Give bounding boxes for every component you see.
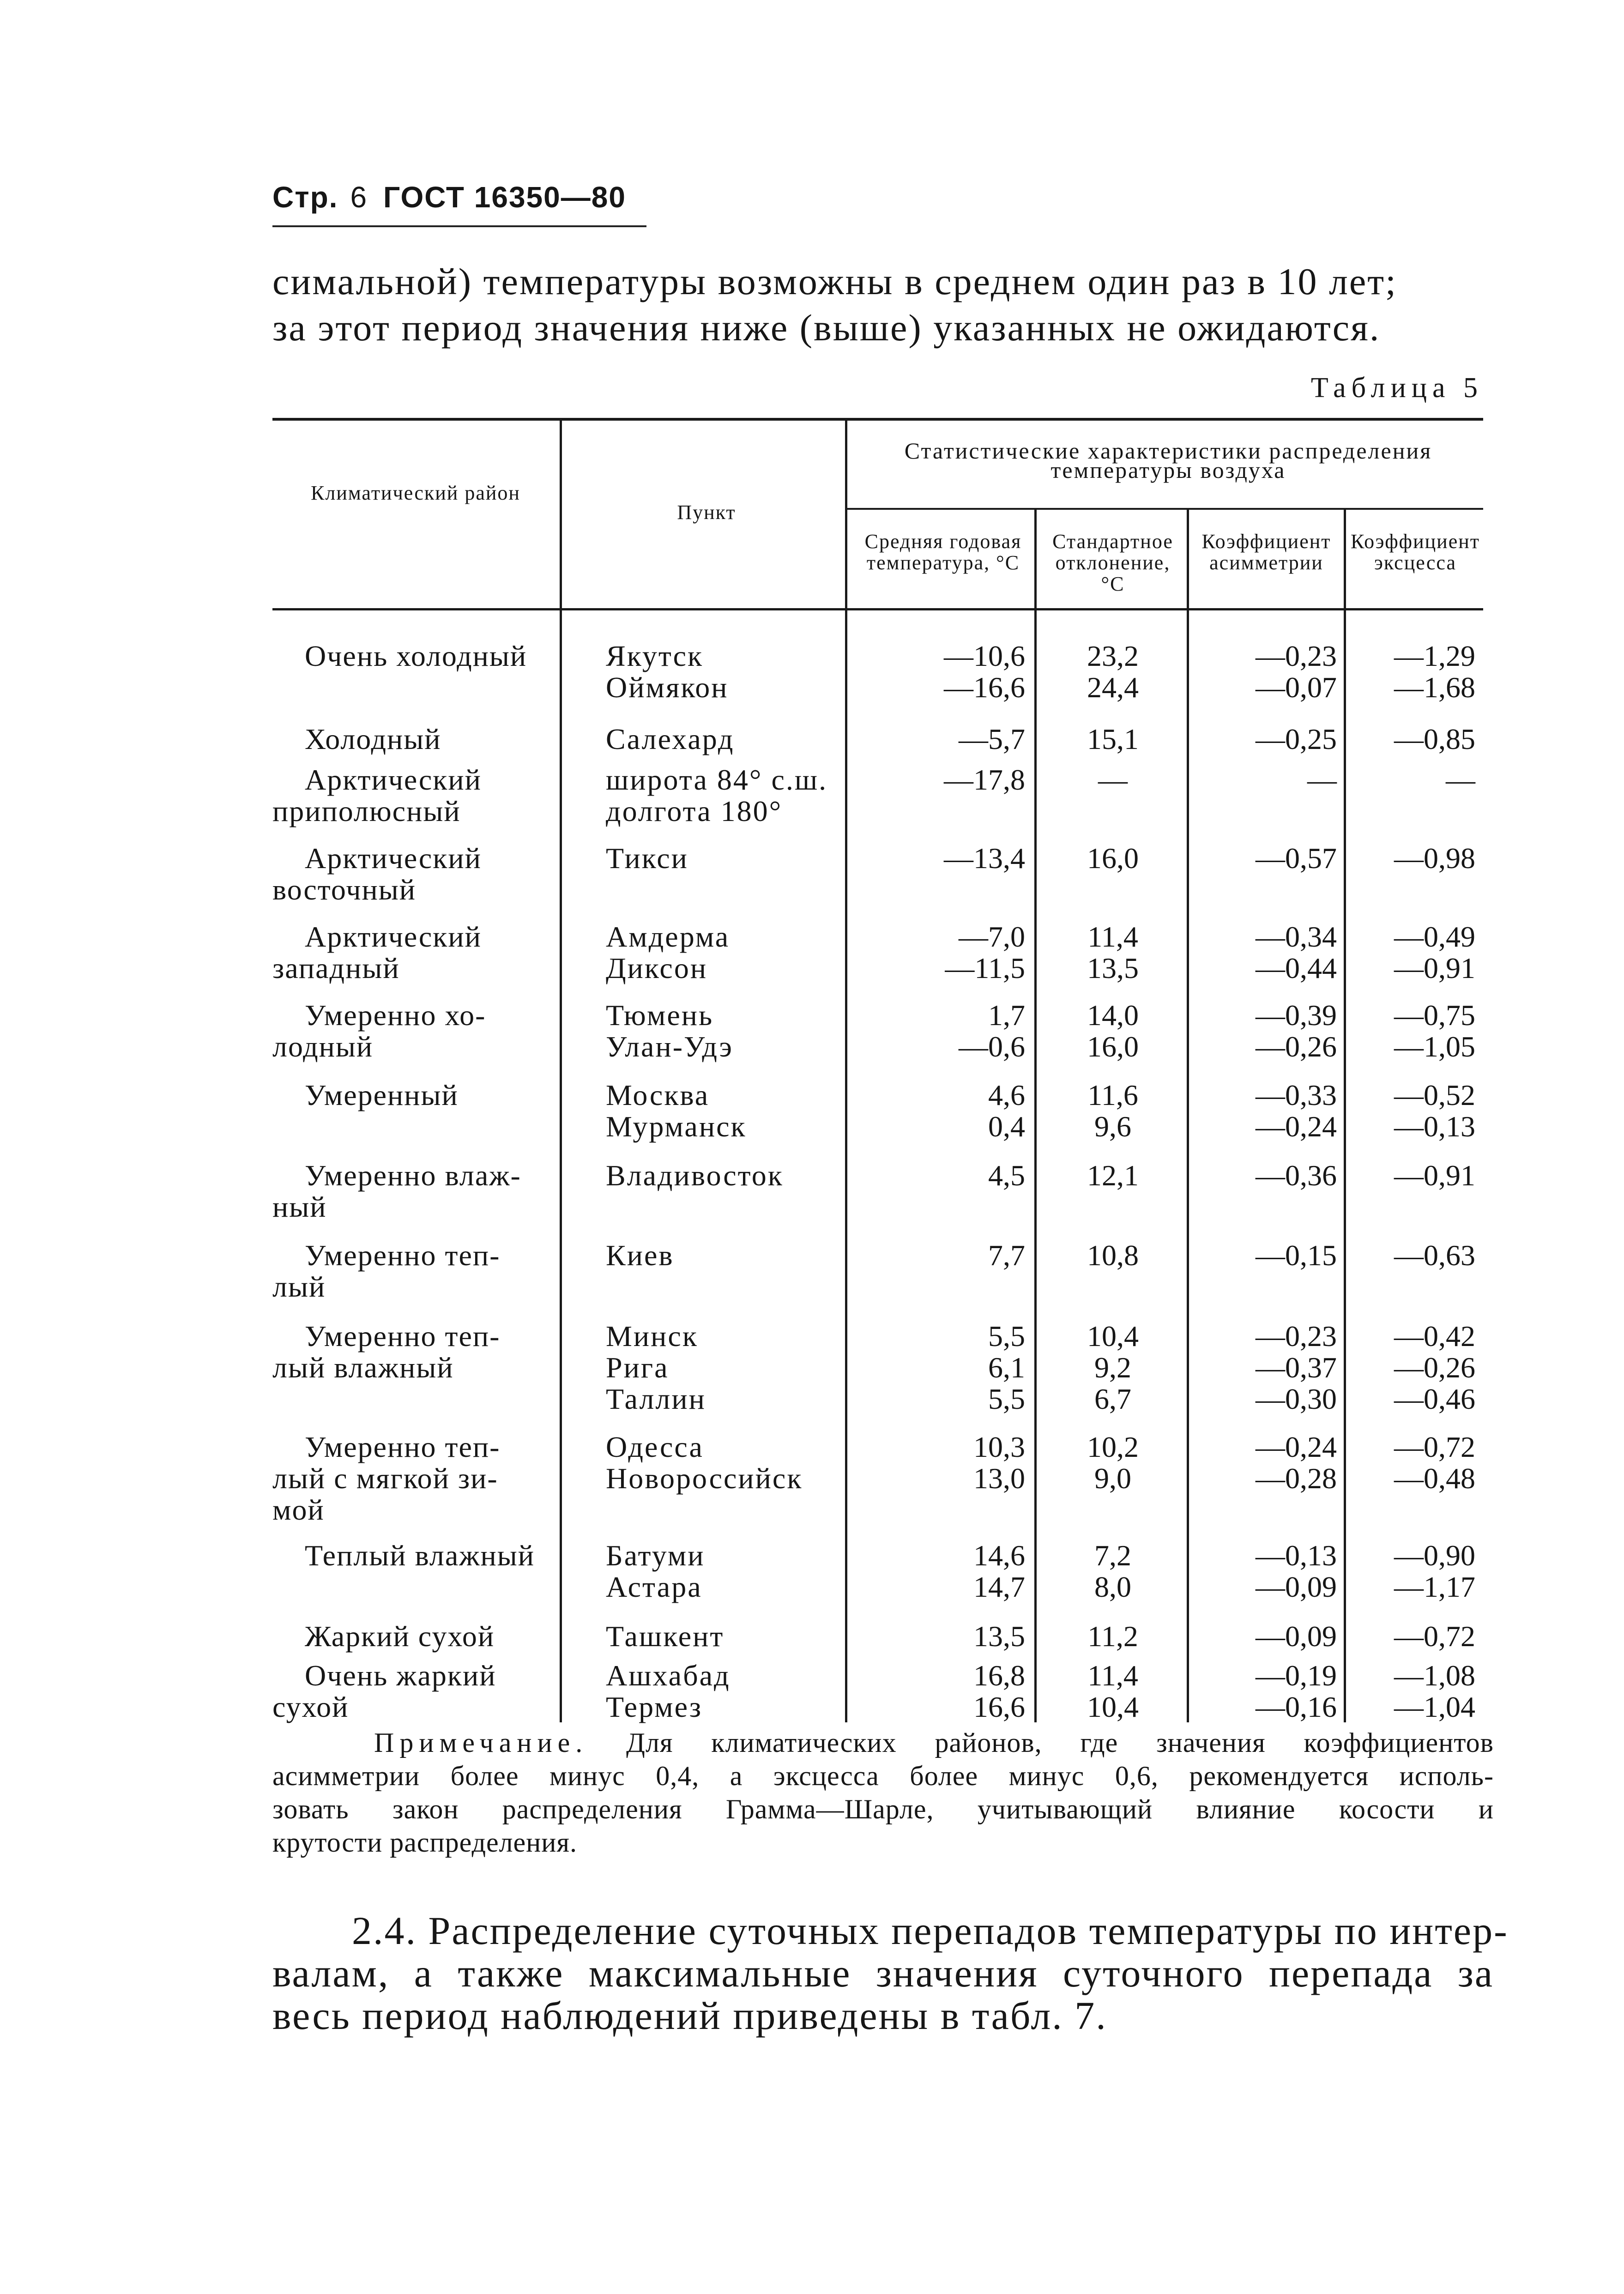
header-region: Климатический район: [311, 482, 520, 504]
asym-value: —0,34: [1256, 920, 1337, 953]
cell-exc: [1348, 1000, 1475, 1062]
cell-point: [606, 1160, 846, 1191]
region-value: Жаркий сухой: [305, 1620, 495, 1653]
exc-value: —0,48: [1394, 1462, 1475, 1495]
asym-value: —0,39: [1256, 999, 1337, 1032]
point-value: Владивосток: [606, 1159, 784, 1192]
exc-value: —0,46: [1394, 1382, 1475, 1415]
note-line: крутости распределения.: [272, 1827, 578, 1858]
exc-value: —1,17: [1394, 1570, 1475, 1603]
std-value: 11,4: [1087, 920, 1138, 953]
region-value: Умеренно хо-: [305, 999, 486, 1032]
asym-value: —0,44: [1256, 952, 1337, 984]
region-value: мой: [272, 1493, 325, 1526]
cell-asym: [1196, 843, 1337, 874]
point-value: Оймякон: [606, 671, 729, 704]
region-value: Теплый влажный: [305, 1539, 535, 1572]
point-value: Ташкент: [606, 1620, 724, 1653]
column-divider: [560, 418, 562, 1722]
cell-exc: [1348, 640, 1475, 703]
std-value: 9,2: [1094, 1351, 1131, 1384]
cell-asym: [1196, 1080, 1337, 1142]
cell-exc: [1348, 921, 1475, 984]
note-label: Примечание.: [374, 1727, 588, 1758]
cell-mean: [850, 1080, 1025, 1142]
std-value: 11,4: [1087, 1659, 1138, 1692]
asym-value: —0,36: [1256, 1159, 1337, 1192]
asym-value: —0,57: [1256, 842, 1337, 875]
point-value: Тикси: [606, 842, 688, 875]
exc-value: —0,63: [1394, 1239, 1475, 1272]
table-caption: Таблица 5: [1310, 372, 1483, 404]
cell-mean: [850, 921, 1025, 984]
std-value: —: [1098, 763, 1128, 796]
cell-asym: [1196, 1621, 1337, 1652]
asym-value: —0,28: [1256, 1462, 1337, 1495]
asym-value: —0,19: [1256, 1659, 1337, 1692]
mean-value: —10,6: [944, 640, 1025, 672]
std-value: 7,2: [1094, 1539, 1131, 1572]
std-value: 15,1: [1087, 723, 1139, 755]
cell-point: [606, 1080, 846, 1142]
exc-value: —0,26: [1394, 1351, 1475, 1384]
region-value: Очень жаркий: [305, 1659, 496, 1692]
table-subheader-rule: [845, 508, 1483, 510]
std-value: 23,2: [1087, 640, 1139, 672]
cell-exc: [1348, 724, 1475, 755]
asym-value: —0,16: [1256, 1690, 1337, 1723]
cell-std: [1039, 1160, 1187, 1191]
exc-value: —0,98: [1394, 842, 1475, 875]
mean-value: 13,5: [973, 1620, 1025, 1653]
cell-exc: [1348, 1431, 1475, 1494]
header-group: Статистические характеристики распределения температуры воздуха: [904, 438, 1432, 483]
point-value: Ашхабад: [606, 1659, 730, 1692]
region-value: Умеренный: [305, 1079, 459, 1111]
point-value: Диксон: [606, 952, 708, 984]
cell-mean: [850, 843, 1025, 874]
mean-value: 14,7: [973, 1570, 1025, 1603]
cell-region: [272, 764, 568, 827]
section-line: валам, а также максимальные значения суточного перепада за: [272, 1951, 1494, 1995]
page-header: [272, 180, 626, 214]
cell-exc: [1348, 1621, 1475, 1652]
cell-point: [606, 1540, 846, 1603]
page-number: 6: [350, 181, 368, 214]
header-underline: [272, 225, 646, 227]
cell-point: [606, 724, 846, 755]
cell-std: [1039, 921, 1187, 984]
mean-value: —5,7: [959, 723, 1025, 755]
cell-asym: [1196, 1540, 1337, 1603]
cell-asym: [1196, 1000, 1337, 1062]
point-value: Рига: [606, 1351, 669, 1384]
cell-region: [272, 1321, 568, 1383]
point-value: широта 84° с.ш.: [606, 763, 828, 796]
cell-std: [1039, 724, 1187, 755]
asym-value: —0,09: [1256, 1570, 1337, 1603]
asym-value: —0,24: [1256, 1110, 1337, 1143]
cell-asym: [1196, 640, 1337, 703]
exc-value: —1,29: [1394, 640, 1475, 672]
asym-value: —0,26: [1256, 1030, 1337, 1063]
std-value: 13,5: [1087, 952, 1139, 984]
cell-point: [606, 1431, 846, 1494]
point-value: Улан-Удэ: [606, 1030, 733, 1063]
column-divider: [1034, 508, 1037, 1722]
note-line: зовать закон распределения Грамма—Шарле, учитывающий влияние косости и: [272, 1794, 1494, 1824]
point-value: Астара: [606, 1570, 702, 1603]
cell-std: [1039, 843, 1187, 874]
page-prefix: Стр.: [272, 181, 338, 214]
note-line: асимметрии более минус 0,4, а эксцесса более минус 0,6, рекомендуется исполь-: [272, 1761, 1494, 1791]
asym-value: —0,30: [1256, 1382, 1337, 1415]
std-value: 11,2: [1087, 1620, 1138, 1653]
cell-asym: [1196, 1660, 1337, 1723]
mean-value: 4,6: [988, 1079, 1025, 1111]
region-value: Холодный: [305, 723, 441, 755]
cell-mean: [850, 1540, 1025, 1603]
cell-mean: [850, 1240, 1025, 1271]
cell-exc: [1348, 764, 1475, 796]
asym-value: —0,25: [1256, 723, 1337, 755]
mean-value: —7,0: [959, 920, 1025, 953]
cell-mean: [850, 1431, 1025, 1494]
asym-value: —0,07: [1256, 671, 1337, 704]
asym-value: —0,09: [1256, 1620, 1337, 1653]
region-value: Умеренно теп-: [305, 1431, 501, 1463]
mean-value: —16,6: [944, 671, 1025, 704]
cell-exc: [1348, 1321, 1475, 1415]
point-value: Москва: [606, 1079, 710, 1111]
table-top-rule: [272, 418, 1483, 421]
header-mean: Средняя годовая температура, °С: [864, 530, 1022, 574]
std-value: 8,0: [1094, 1570, 1131, 1603]
point-value: Таллин: [606, 1382, 706, 1415]
column-divider: [1344, 508, 1346, 1722]
cell-exc: [1348, 1540, 1475, 1603]
region-value: приполюсный: [272, 795, 461, 827]
exc-value: —0,72: [1394, 1431, 1475, 1463]
region-value: Очень холодный: [305, 640, 527, 672]
asym-value: —0,15: [1256, 1239, 1337, 1272]
table-header-rule: [272, 608, 1483, 610]
exc-value: —0,52: [1394, 1079, 1475, 1111]
cell-region: [272, 1000, 568, 1062]
exc-value: —1,05: [1394, 1030, 1475, 1063]
mean-value: —11,5: [945, 952, 1025, 984]
note-line: Для климатических районов, где значения коэффициентов: [626, 1727, 1494, 1758]
cell-asym: [1196, 1240, 1337, 1271]
cell-mean: [850, 1000, 1025, 1062]
cell-std: [1039, 1000, 1187, 1062]
header-exc: Коэффициент эксцесса: [1350, 530, 1480, 574]
asym-value: —0,37: [1256, 1351, 1337, 1384]
region-value: Умеренно теп-: [305, 1320, 501, 1352]
cell-exc: [1348, 843, 1475, 874]
exc-value: —0,91: [1394, 952, 1475, 984]
standard-number: ГОСТ 16350—80: [383, 181, 626, 214]
cell-asym: [1196, 764, 1337, 796]
asym-value: —0,23: [1256, 640, 1337, 672]
section-line: 2.4. Распределение суточных перепадов температуры по интер-: [352, 1908, 1509, 1953]
cell-std: [1039, 1240, 1187, 1271]
cell-point: [606, 1240, 846, 1271]
exc-value: —0,72: [1394, 1620, 1475, 1653]
mean-value: —13,4: [944, 842, 1025, 875]
point-value: Якутск: [606, 640, 704, 672]
column-divider: [1187, 508, 1189, 1722]
mean-value: 16,6: [973, 1690, 1025, 1723]
region-value: Арктический: [305, 920, 482, 953]
exc-value: —1,68: [1394, 671, 1475, 704]
cell-mean: [850, 764, 1025, 796]
cell-exc: [1348, 1240, 1475, 1271]
cell-mean: [850, 1660, 1025, 1723]
region-value: лый влажный: [272, 1351, 454, 1384]
section-line: весь период наблюдений приведены в табл. 7.: [272, 1993, 1107, 2038]
cell-exc: [1348, 1160, 1475, 1191]
cell-exc: [1348, 1660, 1475, 1723]
point-value: Тюмень: [606, 999, 714, 1032]
cell-asym: [1196, 1431, 1337, 1494]
cell-point: [606, 1621, 846, 1652]
point-value: Мурманск: [606, 1110, 747, 1143]
cell-region: [272, 1621, 568, 1652]
cell-point: [606, 1321, 846, 1415]
section-2-4: [272, 1908, 1509, 2038]
point-value: Батуми: [606, 1539, 705, 1572]
mean-value: —0,6: [959, 1030, 1025, 1063]
intro-line: за этот период значения ниже (выше) указанных не ожидаются.: [272, 307, 1381, 349]
cell-point: [606, 843, 846, 874]
point-value: Салехард: [606, 723, 735, 755]
std-value: 9,6: [1094, 1110, 1131, 1143]
point-value: Одесса: [606, 1431, 704, 1463]
cell-asym: [1196, 724, 1337, 755]
asym-value: —0,24: [1256, 1431, 1337, 1463]
cell-std: [1039, 1431, 1187, 1494]
cell-std: [1039, 1540, 1187, 1603]
std-value: 10,8: [1087, 1239, 1139, 1272]
exc-value: —0,49: [1394, 920, 1475, 953]
cell-point: [606, 921, 846, 984]
intro-line: симальной) температуры возможны в среднем один раз в 10 лет;: [272, 260, 1397, 302]
cell-point: [606, 1000, 846, 1062]
cell-std: [1039, 1660, 1187, 1723]
exc-value: —0,90: [1394, 1539, 1475, 1572]
mean-value: 6,1: [988, 1351, 1025, 1384]
point-value: долгота 180°: [606, 795, 783, 827]
region-value: лый с мягкой зи-: [272, 1462, 498, 1495]
cell-region: [272, 1660, 568, 1723]
mean-value: 7,7: [988, 1239, 1025, 1272]
cell-region: [272, 921, 568, 984]
exc-value: —0,42: [1394, 1320, 1475, 1352]
intro-paragraph: [272, 259, 1501, 351]
header-std: Стандартное отклонение, °С: [1052, 530, 1173, 595]
region-value: ный: [272, 1190, 327, 1223]
std-value: 10,4: [1087, 1320, 1139, 1352]
cell-std: [1039, 640, 1187, 703]
cell-point: [606, 764, 846, 827]
std-value: 10,2: [1087, 1431, 1139, 1463]
cell-region: [272, 1080, 568, 1111]
mean-value: —17,8: [944, 763, 1025, 796]
exc-value: —: [1446, 763, 1475, 796]
exc-value: —0,13: [1394, 1110, 1475, 1143]
column-divider: [845, 418, 847, 1722]
cell-point: [606, 1660, 846, 1723]
region-value: западный: [272, 952, 400, 984]
cell-asym: [1196, 921, 1337, 984]
mean-value: 10,3: [973, 1431, 1025, 1463]
mean-value: 1,7: [988, 999, 1025, 1032]
cell-asym: [1196, 1321, 1337, 1415]
asym-value: —0,23: [1256, 1320, 1337, 1352]
header-asym: Коэффициент асимметрии: [1201, 530, 1331, 574]
cell-std: [1039, 1080, 1187, 1142]
mean-value: 5,5: [988, 1320, 1025, 1352]
exc-value: —0,75: [1394, 999, 1475, 1032]
cell-region: [272, 1160, 568, 1223]
mean-value: 4,5: [988, 1159, 1025, 1192]
region-value: лый: [272, 1270, 326, 1303]
region-value: восточный: [272, 873, 416, 906]
std-value: 10,4: [1087, 1690, 1139, 1723]
asym-value: —: [1307, 763, 1337, 796]
region-value: Арктический: [305, 842, 482, 875]
std-value: 24,4: [1087, 671, 1139, 704]
table-note: [272, 1726, 1494, 1859]
region-value: Арктический: [305, 763, 482, 796]
cell-mean: [850, 640, 1025, 703]
cell-region: [272, 1540, 568, 1571]
region-value: Умеренно влаж-: [305, 1159, 521, 1192]
cell-std: [1039, 764, 1187, 796]
std-value: 14,0: [1087, 999, 1139, 1032]
std-value: 12,1: [1087, 1159, 1139, 1192]
std-value: 16,0: [1087, 1030, 1139, 1063]
point-value: Термез: [606, 1690, 703, 1723]
cell-asym: [1196, 1160, 1337, 1191]
asym-value: —0,33: [1256, 1079, 1337, 1111]
cell-mean: [850, 1621, 1025, 1652]
exc-value: —1,08: [1394, 1659, 1475, 1692]
cell-mean: [850, 724, 1025, 755]
cell-region: [272, 843, 568, 906]
cell-region: [272, 640, 568, 672]
exc-value: —1,04: [1394, 1690, 1475, 1723]
cell-std: [1039, 1621, 1187, 1652]
mean-value: 16,8: [973, 1659, 1025, 1692]
point-value: Киев: [606, 1239, 674, 1272]
header-point: Пункт: [677, 501, 736, 524]
cell-point: [606, 640, 846, 703]
region-value: лодный: [272, 1030, 374, 1063]
mean-value: 0,4: [988, 1110, 1025, 1143]
cell-mean: [850, 1160, 1025, 1191]
region-value: Умеренно теп-: [305, 1239, 501, 1272]
exc-value: —0,85: [1394, 723, 1475, 755]
mean-value: 13,0: [973, 1462, 1025, 1495]
mean-value: 14,6: [973, 1539, 1025, 1572]
point-value: Амдерма: [606, 920, 730, 953]
std-value: 11,6: [1087, 1079, 1138, 1111]
cell-region: [272, 724, 568, 755]
point-value: Минск: [606, 1320, 698, 1352]
cell-mean: [850, 1321, 1025, 1415]
exc-value: —0,91: [1394, 1159, 1475, 1192]
cell-exc: [1348, 1080, 1475, 1142]
cell-region: [272, 1431, 568, 1526]
cell-std: [1039, 1321, 1187, 1415]
region-value: сухой: [272, 1690, 349, 1723]
mean-value: 5,5: [988, 1382, 1025, 1415]
asym-value: —0,13: [1256, 1539, 1337, 1572]
std-value: 6,7: [1094, 1382, 1131, 1415]
cell-region: [272, 1240, 568, 1303]
std-value: 16,0: [1087, 842, 1139, 875]
std-value: 9,0: [1094, 1462, 1131, 1495]
point-value: Новороссийск: [606, 1462, 803, 1495]
